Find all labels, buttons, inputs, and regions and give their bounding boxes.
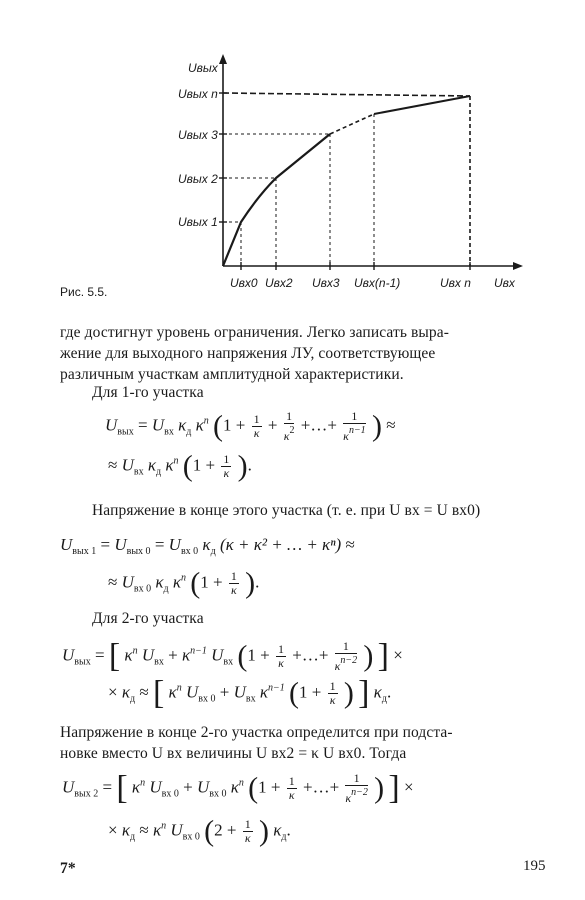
text-line: Напряжение в конце 2-го участка определится при подста- xyxy=(60,724,453,741)
math-token: … xyxy=(301,645,319,665)
math-token: κ xyxy=(244,831,251,845)
fraction xyxy=(221,453,231,480)
math-token: 1 xyxy=(247,645,256,665)
math-token: + xyxy=(219,682,230,702)
x-tick-label: Uвх n xyxy=(440,276,471,290)
math-token: вх xyxy=(133,466,144,478)
math-token: вх xyxy=(223,656,234,668)
math-token: κ xyxy=(278,656,284,670)
math-token: U xyxy=(168,535,181,554)
math-token: вх 0 xyxy=(182,831,200,843)
math-token: × xyxy=(108,682,118,702)
math-token: + xyxy=(318,645,329,665)
figure-5-5 xyxy=(0,0,585,300)
curve-last-segment xyxy=(374,96,470,114)
math-token: ≈ xyxy=(108,572,118,592)
x-tick-label: Uвх2 xyxy=(265,276,293,290)
math-token: ≈ xyxy=(345,535,355,554)
math-token: U xyxy=(121,455,134,475)
math-token: вых 2 xyxy=(74,788,99,800)
math-token: . xyxy=(255,572,260,592)
math-token: 1 xyxy=(288,774,295,788)
math-token: κ xyxy=(178,415,187,435)
math-token: U xyxy=(185,682,199,702)
math-token: U xyxy=(105,415,118,435)
math-token: = xyxy=(100,535,111,554)
math-token: ≈ xyxy=(108,455,118,475)
math-token: κ xyxy=(283,429,290,443)
math-token: вх xyxy=(164,426,174,438)
fraction xyxy=(345,772,368,805)
math-token: n xyxy=(161,820,167,832)
math-token: κ xyxy=(147,455,157,475)
fraction xyxy=(343,410,366,443)
x-tick-label: Uвх0 xyxy=(230,276,258,290)
math-token: . xyxy=(286,820,291,840)
math-token: . xyxy=(386,682,392,702)
y-tick-label: Uвых 2 xyxy=(178,172,218,186)
fraction xyxy=(284,410,295,443)
math-token: κ xyxy=(230,777,239,797)
math-token: κ xyxy=(121,682,131,702)
math-token: ) xyxy=(343,676,354,710)
math-token: + xyxy=(267,415,278,435)
fraction xyxy=(335,640,358,673)
fraction xyxy=(276,643,286,670)
equation-1b xyxy=(108,449,252,483)
math-token: 1 xyxy=(244,817,251,831)
math-token: n−1 xyxy=(348,425,366,436)
math-token: κ xyxy=(121,820,131,840)
math-token: κ xyxy=(152,820,162,840)
math-token: 1 xyxy=(253,412,260,426)
math-token: + xyxy=(329,777,340,797)
math-token: = xyxy=(137,415,148,435)
math-token: д xyxy=(130,693,136,705)
figure-caption: Рис. 5.5. xyxy=(60,285,108,299)
math-token: × xyxy=(404,777,414,797)
math-token: κ xyxy=(172,572,182,592)
text-line: различным участкам амплитудной характеристики. xyxy=(60,366,404,383)
equation-3b xyxy=(108,674,392,712)
math-token: = xyxy=(102,777,113,797)
math-token: д xyxy=(281,831,287,843)
math-token: д xyxy=(130,831,136,843)
math-token: n−2 xyxy=(340,655,358,666)
equation-2a xyxy=(60,535,355,557)
curve-dashed-segment xyxy=(330,114,374,134)
math-token: κ xyxy=(202,535,211,554)
math-token xyxy=(335,654,358,673)
page-number: 195 xyxy=(523,858,546,874)
math-token: 2 xyxy=(214,820,223,840)
math-token: κ xyxy=(155,572,164,592)
math-token: [ xyxy=(152,674,165,712)
math-token: κ xyxy=(165,455,174,475)
math-token: (κ + κ² + … + κⁿ) xyxy=(219,535,342,554)
math-token: n xyxy=(173,455,179,467)
math-token: ( xyxy=(248,771,259,805)
math-token: ] xyxy=(388,769,400,807)
math-token: 1 xyxy=(284,410,295,424)
math-token: вх 0 xyxy=(133,583,152,595)
equation-1a xyxy=(105,410,396,443)
y-tick-label: Uвых 1 xyxy=(178,215,218,229)
math-token: n xyxy=(176,682,182,694)
math-token: + xyxy=(235,415,246,435)
math-token: . xyxy=(247,455,252,475)
math-token: n−1 xyxy=(190,645,207,657)
math-token: 1 xyxy=(277,642,284,656)
math-token: U xyxy=(151,415,165,435)
y-tick-label: Uвых n xyxy=(178,87,218,101)
math-token: вых 0 xyxy=(126,546,151,557)
fraction xyxy=(287,775,297,802)
math-token: U xyxy=(121,572,134,592)
math-token: n xyxy=(203,415,209,427)
math-token: 1 xyxy=(343,410,366,424)
math-token: n xyxy=(132,645,138,657)
math-token: κ xyxy=(288,788,295,802)
x-tick-label: Uвх(n-1) xyxy=(354,276,401,290)
math-token: κ xyxy=(124,645,133,665)
x-tick-label: Uвх3 xyxy=(312,276,340,290)
math-token: n xyxy=(181,572,187,584)
math-token: U xyxy=(62,777,75,797)
math-token: вых xyxy=(74,656,91,668)
math-token: κ xyxy=(181,645,191,665)
math-token: 1 xyxy=(258,777,267,797)
math-token: κ xyxy=(223,466,230,480)
math-token xyxy=(343,424,366,443)
math-token: ] xyxy=(377,637,389,675)
math-token: вых 1 xyxy=(72,546,97,557)
fraction xyxy=(243,818,253,845)
section-heading: Для 1-го участка xyxy=(92,384,204,401)
x-axis-arrow xyxy=(513,262,523,270)
math-token: д xyxy=(156,466,162,478)
math-token: … xyxy=(312,777,330,797)
math-token: вх xyxy=(245,693,256,705)
math-token: U xyxy=(233,682,246,702)
equation-4a xyxy=(62,769,414,807)
math-token: 1 xyxy=(299,682,308,702)
math-token: вх 0 xyxy=(198,693,216,705)
math-token: вх 0 xyxy=(180,546,199,557)
math-token: ] xyxy=(358,674,370,712)
math-token: + xyxy=(302,777,313,797)
math-token: + xyxy=(260,645,270,665)
math-token: [ xyxy=(116,769,128,807)
paragraph xyxy=(60,322,449,385)
fraction xyxy=(328,680,338,707)
paragraph xyxy=(60,722,453,764)
math-token: ( xyxy=(204,814,215,848)
equation-3a xyxy=(62,637,403,675)
y-tick-label: Uвых 3 xyxy=(178,128,218,142)
math-token: + xyxy=(226,820,237,840)
math-token: n−1 xyxy=(268,682,285,694)
math-token: вх xyxy=(154,656,164,668)
math-token: ) xyxy=(245,566,256,600)
math-token: 1 xyxy=(329,679,336,693)
math-token: + xyxy=(205,455,216,475)
math-token: U xyxy=(196,777,210,797)
math-token: ≈ xyxy=(139,682,149,702)
equation-4b xyxy=(108,814,291,848)
math-token: + xyxy=(311,682,322,702)
math-token: ) xyxy=(374,771,385,805)
math-token: вых xyxy=(117,426,134,438)
math-token: 1 xyxy=(192,455,202,475)
fraction xyxy=(229,570,239,597)
math-token: n−2 xyxy=(351,787,368,798)
math-token: д xyxy=(210,546,216,557)
math-token: д xyxy=(163,583,169,595)
math-token: + xyxy=(213,572,223,592)
signature-mark: 7* xyxy=(60,860,76,877)
math-token: + xyxy=(168,645,178,665)
math-token: U xyxy=(114,535,127,554)
math-token: = xyxy=(154,535,165,554)
fraction xyxy=(252,413,262,440)
math-token: 2 xyxy=(289,425,295,436)
math-token: κ xyxy=(334,659,341,673)
math-token: + xyxy=(270,777,281,797)
math-token: ≈ xyxy=(139,820,149,840)
math-token: U xyxy=(60,535,73,554)
x-axis-label: Uвх xyxy=(494,276,515,290)
text-line: новке вместо U вх величины U вх2 = κ U вх0. Тогда xyxy=(60,745,407,762)
math-token: κ xyxy=(253,426,260,440)
math-token: д xyxy=(381,693,387,705)
math-token: 1 xyxy=(200,572,209,592)
math-token: n xyxy=(140,777,146,789)
math-token: 1 xyxy=(335,640,358,654)
text-line: где достигнут уровень ограничения. Легко записать выра- xyxy=(60,324,450,341)
math-token: … xyxy=(310,415,328,435)
math-token: κ xyxy=(131,777,141,797)
math-token: κ xyxy=(168,682,177,702)
math-token: U xyxy=(149,777,162,797)
math-token: [ xyxy=(108,637,121,675)
math-token: κ xyxy=(329,693,336,707)
math-token: κ xyxy=(343,429,349,443)
math-token: n xyxy=(238,777,244,789)
math-token: U xyxy=(211,645,224,665)
math-token: ( xyxy=(237,639,248,673)
math-token: ) xyxy=(363,639,374,673)
math-token: вх 0 xyxy=(161,788,179,800)
math-token: вх 0 xyxy=(209,788,227,800)
math-token: ) xyxy=(237,449,248,483)
text-line: жение для выходного напряжения ЛУ, соответствующее xyxy=(60,345,436,362)
math-token: + xyxy=(183,777,193,797)
math-token: д xyxy=(186,426,192,438)
math-token: ( xyxy=(182,449,193,483)
paragraph: Напряжение в конце этого участка (т. е. при U вх = U вх0) xyxy=(92,502,481,519)
math-token: 1 xyxy=(223,415,232,435)
math-token: 1 xyxy=(223,452,230,466)
math-token: κ xyxy=(259,682,268,702)
math-token: ( xyxy=(213,409,224,443)
math-token: U xyxy=(170,820,183,840)
math-token: × xyxy=(108,820,118,840)
math-token xyxy=(284,424,295,443)
math-token: + xyxy=(292,645,302,665)
math-token: U xyxy=(62,645,75,665)
math-token: + xyxy=(300,415,311,435)
math-token: κ xyxy=(273,820,282,840)
equation-2b xyxy=(108,566,260,600)
math-token: ) xyxy=(371,409,382,443)
math-token: ≈ xyxy=(386,415,396,435)
section-heading: Для 2-го участка xyxy=(92,610,204,627)
math-token: U xyxy=(141,645,155,665)
math-token: 1 xyxy=(345,772,368,786)
math-token: κ xyxy=(345,791,352,805)
math-token: = xyxy=(94,645,105,665)
y-axis-arrow xyxy=(219,54,227,64)
math-token: × xyxy=(393,645,403,665)
y-axis-label: Uвых xyxy=(188,61,218,75)
math-token: κ xyxy=(231,583,237,597)
math-token: κ xyxy=(195,415,204,435)
math-token: κ xyxy=(373,682,382,702)
math-token: ( xyxy=(289,676,299,710)
math-token: + xyxy=(327,415,337,435)
math-token xyxy=(345,786,368,805)
math-token: ( xyxy=(190,566,201,600)
math-token: ) xyxy=(258,814,269,848)
math-token: 1 xyxy=(230,569,237,583)
